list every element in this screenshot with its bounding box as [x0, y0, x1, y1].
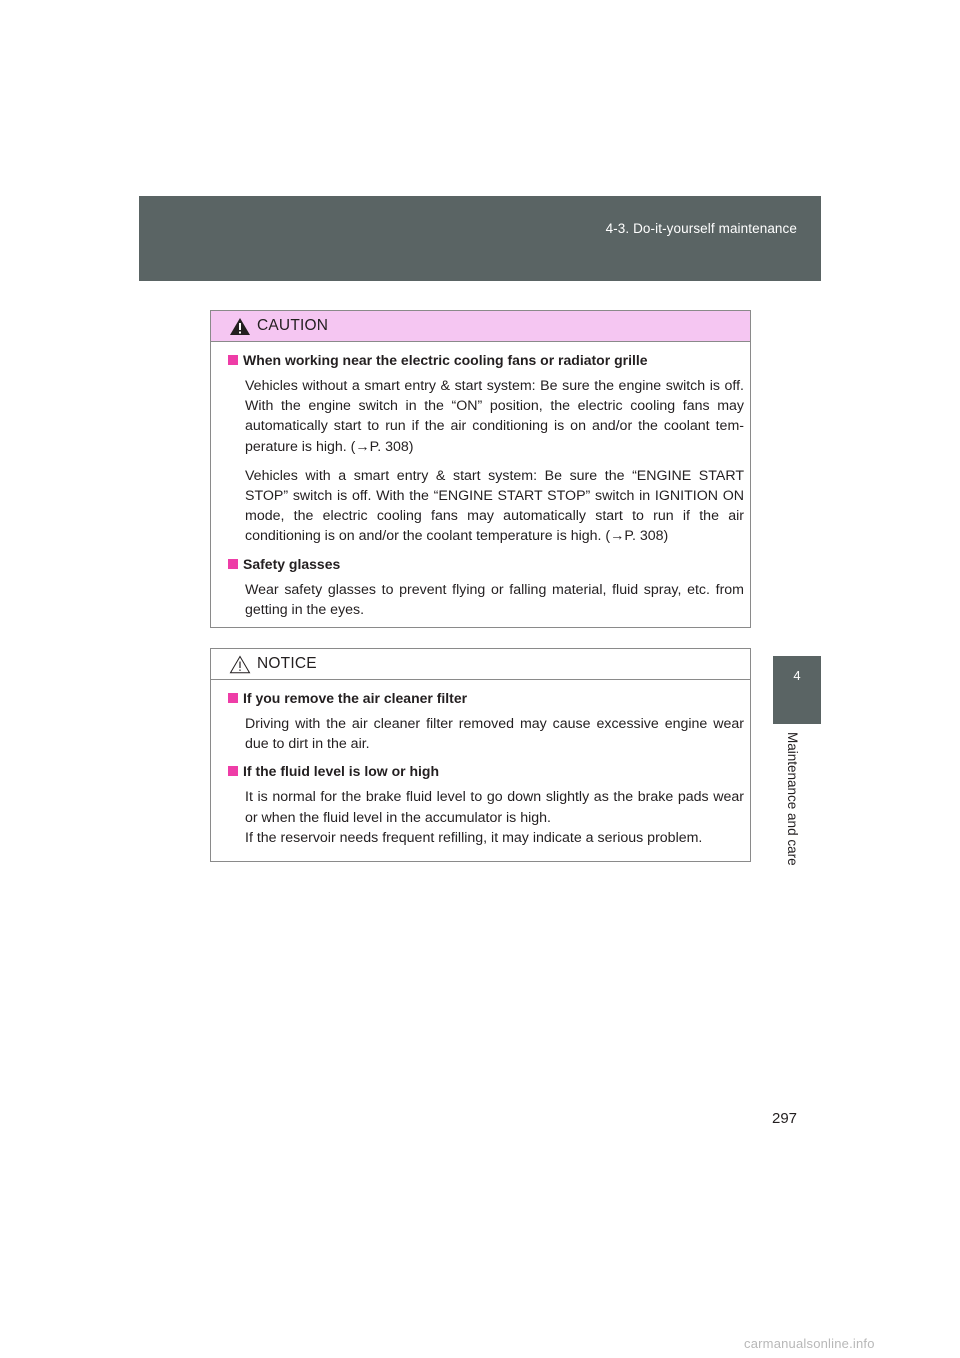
- caution-section-title: When working near the electric cooling fans or radiator grille: [228, 352, 744, 368]
- bullet-square-icon: [228, 693, 238, 703]
- bullet-square-icon: [228, 766, 238, 776]
- section-header-title: 4-3. Do-it-yourself maintenance: [605, 221, 797, 236]
- caution-paragraph: Vehicles with a smart entry & start system: Be sure the “ENGINE START STOP” switch is off. With the “ENGINE START STOP” switch in IGNITION ON mode, the electric cooling fans may automatically start to run if the air conditioning is on and/or the coolant temperature is high. (→P. 308): [245, 467, 744, 545]
- chapter-number: 4: [793, 668, 801, 683]
- notice-paragraph: If the reservoir needs frequent refilling, it may indicate a serious problem.: [245, 829, 703, 846]
- warning-triangle-outline-icon: [229, 655, 251, 674]
- caution-header: [211, 311, 750, 342]
- warning-triangle-filled-icon: [229, 317, 251, 336]
- notice-paragraph: Driving with the air cleaner filter removed may cause excessive engine wear due to dirt in the air.: [245, 716, 744, 753]
- header-band: [139, 196, 821, 281]
- notice-section-title: If you remove the air cleaner filter: [228, 690, 744, 706]
- notice-section-title: If the fluid level is low or high: [228, 763, 744, 779]
- caution-paragraph: Wear safety glasses to prevent flying or falling material, fluid spray, etc. from getting in the eyes.: [245, 581, 744, 618]
- watermark: carmanualsonline.info: [744, 1336, 875, 1351]
- bullet-square-icon: [228, 559, 238, 569]
- caution-heading: CAUTION: [257, 317, 329, 334]
- notice-header: [211, 649, 750, 680]
- notice-box: [210, 648, 751, 862]
- notice-paragraph: It is normal for the brake fluid level to go down slightly as the brake pads wear or when the fluid level in the accumulator is high.: [245, 789, 744, 826]
- chapter-side-label: [784, 732, 804, 878]
- caution-paragraph: Vehicles without a smart entry & start system: Be sure the engine switch is off. With the engine switch in the “ON” position, the electric cooling fans may automatically start to run if the air conditioning is on and/or the coolant tem-perature is high. (→P. 308): [245, 378, 744, 455]
- chapter-label-text: Maintenance and care: [785, 732, 800, 866]
- bullet-square-icon: [228, 355, 238, 365]
- caution-box: [210, 310, 751, 628]
- notice-heading: NOTICE: [257, 655, 317, 672]
- page-number: 297: [772, 1110, 798, 1127]
- chapter-tab: [773, 656, 821, 724]
- caution-section-title: Safety glasses: [228, 556, 744, 572]
